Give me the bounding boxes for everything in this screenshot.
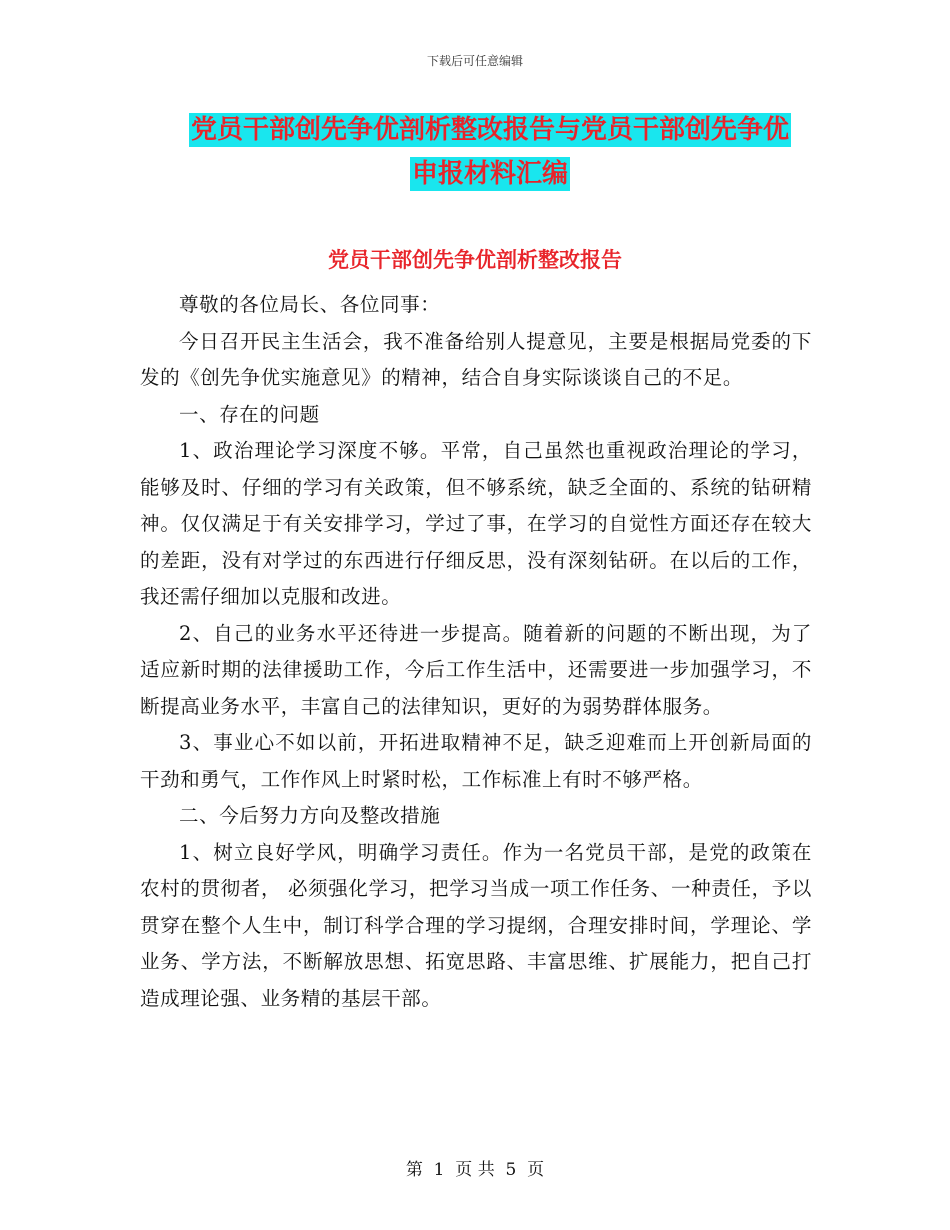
salutation-paragraph: 尊敬的各位局长、各位同事： xyxy=(179,293,441,316)
page-prefix: 第 xyxy=(405,1160,423,1180)
heading-rectification-measures: 二、今后努力方向及整改措施 xyxy=(179,804,441,827)
header-note: 下载后可任意编辑 xyxy=(426,54,523,68)
page-mid: 页 共 xyxy=(455,1160,495,1180)
problem-paragraph-2: 2、自己的业务水平还待进一步提高。随着新的问题的不断出现，为了适应新时期的法律援助工作，今后工作生活中，还需要进一步加强学习，不断提高业务水平，丰富自己的法律知识，更好的为弱势群体服务。 xyxy=(140,621,812,718)
problem-paragraph-1: 1、政治理论学习深度不够。平常，自己虽然也重视政治理论的学习，能够及时、仔细的学习有关政策，但不够系统，缺乏全面的、系统的钻研精神。仅仅满足于有关安排学习，学过了事，在学习的自觉性方面还存在较大的差距，没有对学过的东西进行仔细反思，没有深刻钻研。在以后的工作，我还需仔细加以克服和改进。 xyxy=(140,439,812,608)
page-total: 5 xyxy=(505,1160,517,1180)
page-suffix: 页 xyxy=(527,1160,545,1180)
section-title: 党员干部创先争优剖析整改报告 xyxy=(328,248,622,272)
heading-existing-problems: 一、存在的问题 xyxy=(179,402,320,426)
page-footer xyxy=(0,1155,950,1180)
document-title-line-2: 申报材料汇编 xyxy=(411,159,568,189)
document-body xyxy=(140,287,812,1017)
problem-paragraph-3: 3、事业心不如以前，开拓进取精神不足，缺乏迎难而上开创新局面的干劲和勇气，工作作风上时紧时松，工作标准上有时不够严格。 xyxy=(140,731,812,791)
measure-paragraph-1: 1、树立良好学风，明确学习责任。作为一名党员干部，是党的政策在农村的贯彻者， 必须强化学习，把学习当成一项工作任务、一种责任，予以贯穿在整个人生中，制订科学合理的学习提纲，合理安排时间，学理论、学业务、学方法，不断解放思想、拓宽思路、丰富思维、扩展能力，把自己打造成理论强、业务精的基层干部。 xyxy=(140,840,812,1010)
intro-paragraph: 今日召开民主生活会，我不准备给别人提意见，主要是根据局党委的下发的《创先争优实施意见》的精神，结合自身实际谈谈自己的不足。 xyxy=(140,329,812,389)
page-number: 1 xyxy=(433,1160,445,1180)
document-title xyxy=(140,108,840,196)
document-title-line-1: 党员干部创先争优剖析整改报告与党员干部创先争优 xyxy=(190,115,789,145)
